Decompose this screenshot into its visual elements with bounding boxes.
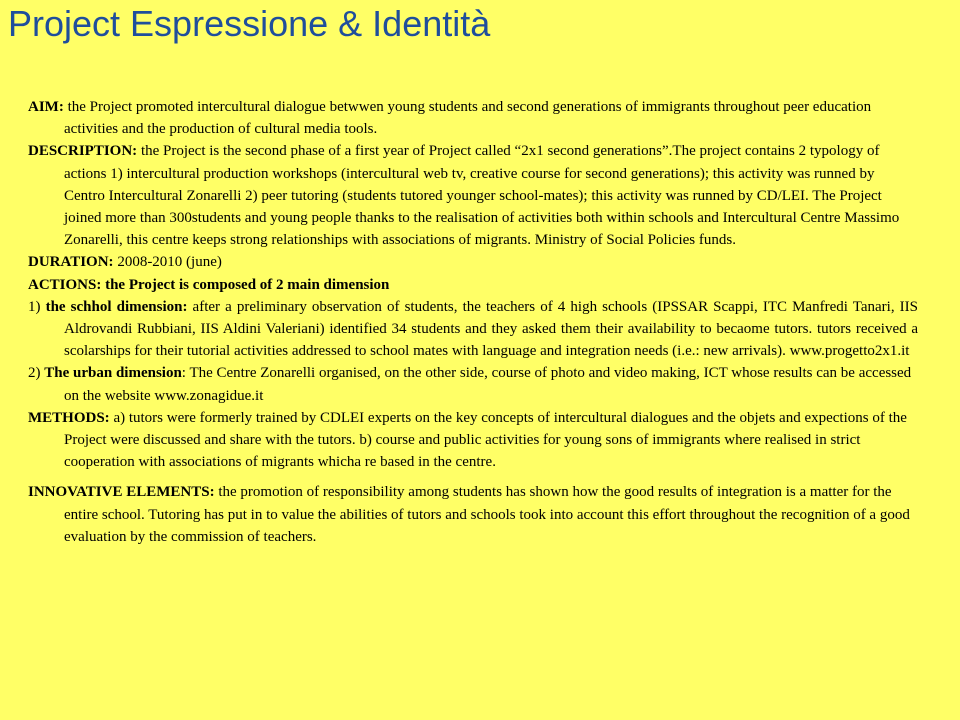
duration-text: 2008-2010 (june) xyxy=(113,254,222,271)
methods-label: METHODS: xyxy=(28,409,110,426)
school-dimension-label: the schhol dimension: xyxy=(45,298,188,315)
duration-label: DURATION: xyxy=(28,254,114,271)
duration-paragraph xyxy=(28,251,918,273)
innovative-elements-paragraph xyxy=(28,481,918,548)
aim-paragraph xyxy=(28,96,918,140)
urban-dimension-text: : The Centre Zonarelli organised, on the other side, course of photo and video making, ICT whose results can be accessed on the website www.zonagidue.it xyxy=(64,365,912,404)
description-paragraph xyxy=(28,140,918,251)
aim-text: the Project promoted intercultural dialogue betwwen young students and second generations of immigrants throughout peer education activities and the production of cultural media tools. xyxy=(63,99,872,138)
innovative-elements-text: the promotion of responsibility among students has shown how the good results of integration is a matter for the entire school. Tutoring has put in to value the abilities of tutors and schools took into account this effort throughout the recognition of a good evaluation by the commission of teachers. xyxy=(64,484,910,545)
slide-body xyxy=(28,96,918,548)
innovative-elements-label: INNOVATIVE ELEMENTS: xyxy=(28,484,215,501)
actions-label: ACTIONS: the Project is composed of 2 main dimension xyxy=(28,276,390,293)
description-text: the Project is the second phase of a first year of Project called “2x1 second generations”.The project contains 2 typology of actions 1) intercultural production workshops (intercultural web tv, creative course for second generations); this activity was runned by Centro Intercultural Zonarelli 2) peer tutoring (students tutored younger school-mates); this activity was runned by CD/LEI. The Project joined more than 300students and young people thanks to the realisation of activities both within schools and Intercultural Centre Massimo Zonarelli, this centre keeps strong relationships with associations of migrants. Ministry of Social Policies funds. xyxy=(64,143,900,249)
urban-dimension-prefix: 2) xyxy=(28,365,45,382)
urban-dimension-label: The urban dimension xyxy=(44,365,182,382)
aim-label: AIM: xyxy=(28,99,64,115)
school-dimension-text: after a preliminary observation of students, the teachers of 4 high schools (IPSSAR Scappi, ITC Manfredi Tanari, IIS Aldrovandi Rubbiani, IIS Aldini Valeriani) identified 34 students and they asked them their availability to becaome tutors. tutors received a scolarships for their tutorial activities addressed to school mates with language and integration needs (i.e.: new arrivals). www.progetto2x1.it xyxy=(64,298,918,360)
actions-paragraph xyxy=(28,274,918,296)
urban-dimension-paragraph xyxy=(28,362,918,406)
description-label: DESCRIPTION: xyxy=(28,143,138,160)
methods-paragraph xyxy=(28,407,918,474)
methods-text: a) tutors were formerly trained by CDLEI experts on the key concepts of intercultural dialogues and the objets and expections of the Project were discussed and share with the tutors. b) course and public activities for young sons of immigrants where realised in strict cooperation with associations of migrants whicha re based in the centre. xyxy=(64,409,907,471)
school-dimension-paragraph xyxy=(28,296,918,363)
slide-title: Project Espressione & Identità xyxy=(8,3,491,44)
school-dimension-prefix: 1) xyxy=(28,298,46,315)
